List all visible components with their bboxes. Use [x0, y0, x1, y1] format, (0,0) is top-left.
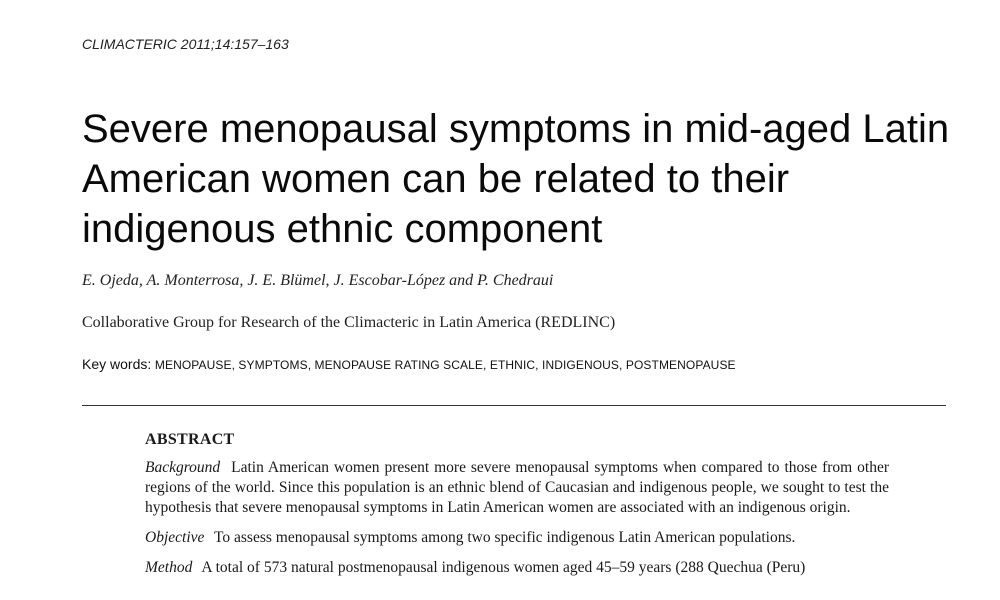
abstract-method [145, 558, 889, 578]
author-list: E. Ojeda, A. Monterrosa, J. E. Blümel, J. Escobar-López and P. Chedraui [82, 272, 554, 289]
abstract-heading: ABSTRACT [145, 431, 235, 448]
keywords-label: Key words: [82, 356, 152, 372]
keywords-list: MENOPAUSE, SYMPTOMS, MENOPAUSE RATING SCALE, ETHNIC, INDIGENOUS, POSTMENOPAUSE [154, 358, 736, 372]
objective-text: To assess menopausal symptoms among two specific indigenous Latin American populations. [214, 529, 796, 546]
section-divider [82, 405, 946, 406]
abstract-background [145, 458, 889, 518]
method-text: A total of 573 natural postmenopausal indigenous women aged 45–59 years (288 Quechua (Peru) [201, 559, 806, 576]
keywords [82, 356, 736, 372]
journal-reference: CLIMACTERIC 2011;14:157–163 [82, 36, 289, 52]
abstract-section [145, 430, 889, 588]
method-label: Method [145, 559, 193, 576]
title-line: indigenous ethnic component [82, 207, 603, 251]
objective-label: Objective [145, 529, 205, 546]
abstract-objective [145, 528, 889, 548]
title-line: American women can be related to their [82, 157, 790, 201]
article-title [82, 104, 982, 254]
background-text: Latin American women present more severe menopausal symptoms when compared to those from other regions of the world. Since this population is an ethnic blend of Caucasian and indigenous people, we sought to test the hypothesis that severe menopausal symptoms in Latin American women are associated with an indigenous origin. [145, 459, 890, 516]
title-line: Severe menopausal symptoms in mid-aged Latin [82, 107, 950, 151]
background-label: Background [145, 459, 221, 476]
affiliation: Collaborative Group for Research of the Climacteric in Latin America (REDLINC) [82, 314, 616, 331]
